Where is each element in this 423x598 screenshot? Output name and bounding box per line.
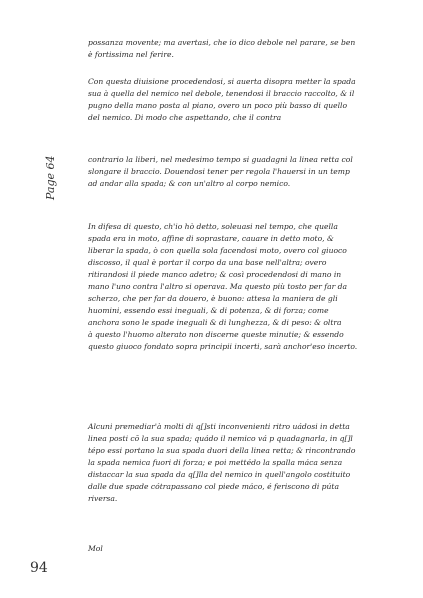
text-line: distaccar la sua spada da q[]lla del nemico in quell'angolo costituito (88, 470, 351, 479)
text-line: Con questa diuisione procedendosi, si auerta disopra metter la spada (88, 77, 356, 86)
text-line: è fortissima nel ferire. (88, 50, 174, 59)
text-line: del nemico. Di modo che aspettando, che il contra (88, 113, 282, 122)
text-line: Alcuni premediar'à molti di q[]sti inconvenienti ritro uádosi in detta (88, 422, 350, 431)
text-line: scherzo, che per far da douero, è buono: attesa la maniera de gli (88, 294, 338, 303)
text-line: à questo l'huomo alterato non discerne queste minutie; & essendo (88, 330, 344, 339)
paragraph-1 (88, 37, 398, 61)
text-line: In difesa di questo, ch'io hò detto, soleuasi nel tempo, che quella (88, 222, 338, 231)
text-line: la spada nemica fuori di forza; e poi mettédo la spalla máca senza (88, 458, 343, 467)
text-line: linea posti cō la sua spada; quádo il nemico vá p quadagnarla, in q[]l (88, 434, 353, 443)
paragraph-5 (88, 421, 398, 505)
text-line: slongare il braccio. Douendosi tener per regola l'hauersi in un temp (88, 167, 350, 176)
text-line: ad andar alla spada; & con un'altro al corpo nemico. (88, 179, 291, 188)
paragraph-2 (88, 76, 398, 124)
text-line: discosso, il qual è portar il corpo da una base nell'altra; overo (88, 258, 327, 267)
page-number: 94 (30, 560, 48, 576)
text-line: spada era in moto, affine di soprastare, cauare in detto moto, & (88, 234, 334, 243)
text-line: ritirandosi il piede manco adetro; & così procedendosi di mano in (88, 270, 342, 279)
side-page-label: Page 64 (44, 155, 57, 200)
text-line: possanza movente; ma avertasi, che io dico debole nel parare, se ben (88, 38, 356, 47)
text-line: huomini, essendo essi ineguali, & di potenza, & di forza; come (88, 306, 329, 315)
text-line: riversa. (88, 494, 118, 503)
text-line: tépo essi portano la sua spada duori della linea retta; & rincontrando (88, 446, 356, 455)
text-line: mano l'uno contra l'altro si operava. Ma questo più tosto per far da (88, 282, 348, 291)
text-line: sua à quella del nemico nel debole, tenendosi il braccio raccolto, & il (88, 89, 355, 98)
text-line: dalle due spade cótrapassano col piede máco, é feriscono di púta (88, 482, 339, 491)
paragraph-4 (88, 221, 398, 353)
text-line: anchora sono le spade ineguali & di lunghezza, & di peso: & oltra (88, 318, 342, 327)
text-line: pugno della mano posta al piano, overo un poco più basso di quello (88, 101, 348, 110)
paragraph-3 (88, 154, 398, 190)
catchword: Mol (88, 544, 103, 553)
text-line: questo giuoco fondato sopra principii incerti, sarà anchor'eso incerto. (88, 342, 358, 351)
text-line: contrario la liberi, nel medesimo tempo si guadagni la linea retta col (88, 155, 353, 164)
text-line: liberar la spada, ò con quella sola facendosi moto, overo col giuoco (88, 246, 347, 255)
